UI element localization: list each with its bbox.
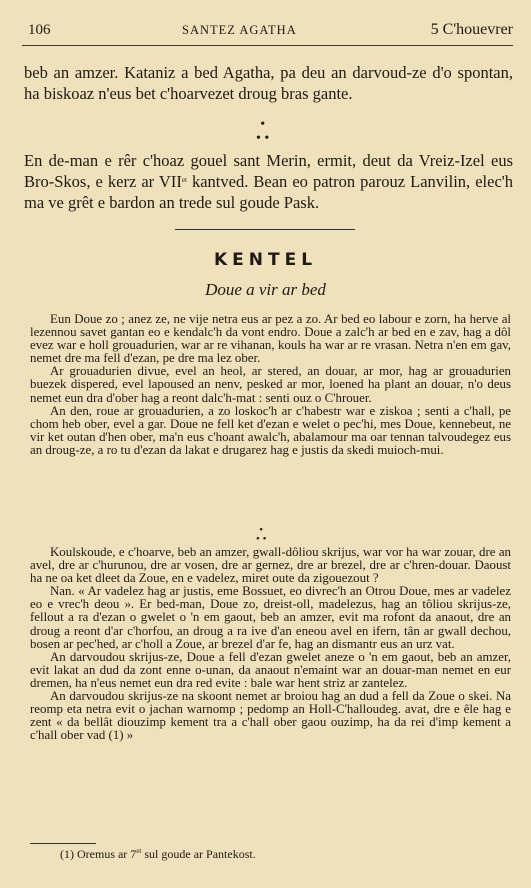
running-title: SANTEZ AGATHA	[182, 23, 297, 37]
lesson-paragraph: Nan. « Ar vadelez hag ar justis, eme Bossuet, eo divrec'h an Otrou Doue, mes ar vadelez eo e vrec'h deou ». Er bed-man, Doue zo, dreist-oll, madelezus, hag an tôliou skrijus-ze, fellout a ra d'ezan o gwelet o 'n em gaout, beb an amzer, evit ma rofont da anaout, dre an droug a reont d'ar c'horfou, an droug a ra ive d'an eneou avel en ifern, tân ar gwall dechou, bosen ar pec'hed, ar c'holl a Zoue, ar brezel d'ar fe, hag an dismantr eus an urz vat.	[30, 584, 511, 651]
header-date: 5 C'houevrer	[430, 21, 513, 38]
section-subtitle: Doue a vir ar bed	[205, 280, 326, 299]
lesson-part-2	[30, 546, 511, 742]
lesson-paragraph: Ar grouadurien divue, evel an heol, ar stered, an douar, ar mor, hag ar grouadurien buezek dispered, evel lapoused an nenv, pesked ar mor, loened ha plant an douar, n'o deus nemet eun dra d'ober hag a reont dalc'h-mat : senti ouz o C'hrouer.	[30, 364, 511, 405]
page-header	[24, 18, 513, 42]
lesson-paragraph: An den, roue ar grouadurien, a zo loskoc'h ar c'habestr war e ziskoa ; senti a c'hall, pe chom heb ober, evel a gar. Doue ne fell ket d'ezan e welet o pec'hi, mes Doue, kennebeut, ne vir ket outan d'hen ober, ma'n eus c'hoant awalc'h, abalamour ma oar tennan talvoudegez eus an droug-ze, a ro tu d'ezan da lakat e drugarez hag e justis da skedi muioch-mui.	[30, 403, 511, 457]
footnote: (1) Oremus ar $7^{et}$ sul goude ar Pantekost.	[60, 847, 256, 861]
intro-paragraph-1: beb an amzer. Kataniz a bed Agatha, pa deu an darvoud-ze d'o spontan, ha biskoaz n'eus bet c'hoarvezet droug bras gante.	[24, 63, 513, 103]
lesson-part-1	[30, 313, 511, 457]
lesson-paragraph: An darvoudou skrijus-ze, Doue a fell d'ezan gwelet aneze o 'n em gaout, beb an amzer, evit lakat an dud da zont enne o-unan, da anaout n'emaint war an douar-man nemet en eur dremen, ha n'eus nemet eun dra red evite : bale war hent striz ar zantelez.	[30, 649, 511, 690]
section-title: KENTEL	[213, 250, 318, 270]
page-number: 106	[28, 22, 51, 38]
intro-paragraph-2: En de-man e rêr c'hoaz gouel sant Merin, ermit, deut da Vreiz-Izel eus Bro-Skos, e kerz ar $VII^{et}$ kantved. Bean eo patron parouz Lanvilin, elec'h ma ve grêt e bardon an trede sul goude Pask.	[24, 151, 513, 212]
section-rule	[175, 229, 355, 230]
lesson-paragraph: Eun Doue zo ; anez ze, ne vije netra eus ar pez a zo. Ar bed eo labour e zorn, ha herve al lezennou savet gantan eo e kendalc'h da vont endro. Doue a zalc'h ar bed en e zav, hag a dôl evez war e holl grouadurien, war ar re vihanan, kouls ha war ar re vrasan. Netra n'en em gav, nemet dre ma fell d'ezan, pe dre ma lez ober.	[30, 312, 511, 366]
footnote-rule	[30, 843, 96, 844]
section-ornament: • • •	[256, 117, 270, 146]
lesson-paragraph: An darvoudou skrijus-ze na skoont nemet ar broiou hag an dud a fell da Zoue o skei. Na reomp eta netra evit o jachan warnomp ; pedomp an Holl-C'halloudeg. avat, dre e êle hag e zent « da bellât diouzimp kement tra a c'hall ober gaou ouzimp, ha da rei d'imp kement a c'hall ober vad (1) »	[30, 689, 511, 743]
lesson-paragraph: Koulskoude, e c'hoarve, beb an amzer, gwall-dôliou skrijus, war vor ha war zouar, dre an avel, dre ar c'hurunou, dre ar vosen, dre ar gernez, dre ar brezel, dre ar c'hren-douar. Daoust ha ne oa ket dleet da Zoue, en e vadelez, miret oute da zigouezout ?	[30, 545, 511, 586]
section-ornament: • • •	[256, 524, 267, 545]
header-rule	[22, 45, 513, 46]
